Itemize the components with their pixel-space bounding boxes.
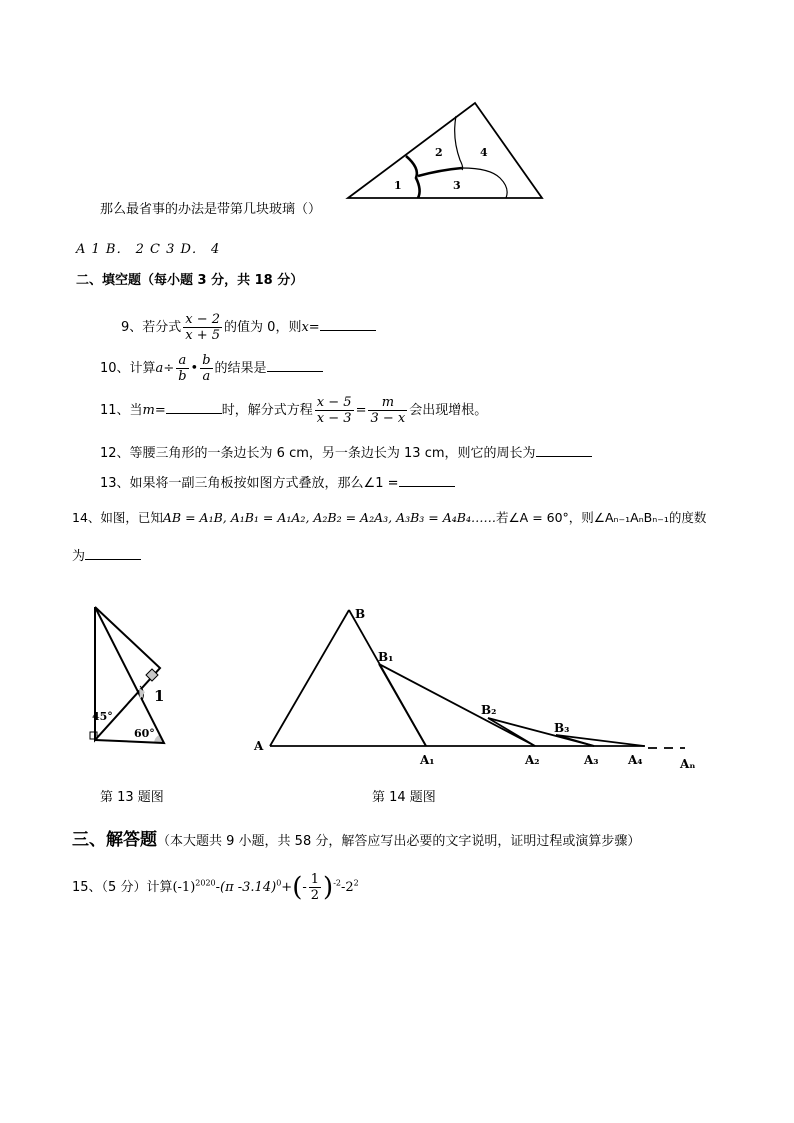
q11-f1-den: x − 3 xyxy=(316,411,352,426)
q11-var: m xyxy=(142,403,155,418)
point-B2: B₂ xyxy=(481,703,497,717)
q11-prefix: 11、当 xyxy=(100,403,143,418)
q9-answer-blank[interactable] xyxy=(320,318,376,331)
section-3-note: （本大题共 9 小题，共 58 分，解答应写出必要的文字说明，证明过程或演算步骤） xyxy=(157,834,641,849)
q15-exp1: 2020 xyxy=(195,878,216,888)
q10-f1-den: b xyxy=(178,369,187,384)
figure-13 xyxy=(82,600,174,750)
question-13 xyxy=(100,474,455,492)
q10-prefix: 10、计算 xyxy=(100,361,156,376)
q10-div: ÷ xyxy=(163,361,175,376)
section-3-title: 三、解答题 xyxy=(72,830,157,850)
q12-answer-blank[interactable] xyxy=(536,444,592,457)
point-A2: A₂ xyxy=(525,753,540,767)
q9-prefix: 9、若分式 xyxy=(121,320,182,335)
point-A1: A₁ xyxy=(420,753,435,767)
q13-answer-blank[interactable] xyxy=(399,474,455,487)
point-A4: A₄ xyxy=(628,753,643,767)
glass-piece-3: 3 xyxy=(453,179,461,192)
q15-exp4: 2 xyxy=(353,878,359,888)
q10-f1-num: a xyxy=(176,353,188,369)
point-B3: B₃ xyxy=(554,721,570,735)
question-10 xyxy=(100,353,323,384)
q9-mid: 的值为 0，则 xyxy=(224,320,302,335)
q15-open-paren: ( xyxy=(292,872,303,903)
q12-text: 12、等腰三角形的一条边长为 6 cm，另一条边长为 13 cm，则它的周长为 xyxy=(100,446,536,461)
q14-line2: 为 xyxy=(72,549,86,564)
q11-eq2: = xyxy=(355,403,367,418)
point-B1: B₁ xyxy=(378,650,394,664)
q11-fraction-2 xyxy=(368,395,407,426)
q15-part3: + xyxy=(281,880,293,895)
q11-f2-den: 3 − x xyxy=(370,411,406,426)
q10-answer-blank[interactable] xyxy=(267,359,323,372)
question-12 xyxy=(100,444,592,462)
q13-text: 13、如果将一副三角板按如图方式叠放，那么∠1 = xyxy=(100,476,399,491)
q9-numerator: x − 2 xyxy=(185,312,221,327)
question-15 xyxy=(72,872,359,903)
glass-piece-1: 1 xyxy=(394,179,402,192)
q15-part2: -(π -3.14) xyxy=(215,880,277,895)
q10-dot: • xyxy=(190,361,199,376)
glass-piece-4: 4 xyxy=(480,146,488,159)
figure-14 xyxy=(250,600,710,775)
angle-45-label: 45° xyxy=(92,710,113,723)
q9-var: x xyxy=(301,320,309,335)
angle-60-label: 60° xyxy=(134,727,155,740)
angle-1-label: 1 xyxy=(154,687,165,705)
point-An: Aₙ xyxy=(680,757,696,771)
point-A: A xyxy=(254,739,264,753)
q8-question-tail: 那么最省事的办法是带第几块玻璃（） xyxy=(100,202,322,217)
question-9 xyxy=(121,312,376,343)
q15-close-paren: ) xyxy=(323,872,334,903)
q11-suffix: 会出现增根。 xyxy=(409,403,488,418)
point-A3: A₃ xyxy=(584,753,599,767)
q9-denominator: x + 5 xyxy=(185,328,221,343)
q14-mid: 若∠A = 60°，则∠Aₙ₋₁AₙBₙ₋₁ xyxy=(495,510,669,525)
q10-f2-den: a xyxy=(202,369,211,384)
q10-f2-num: b xyxy=(202,353,211,368)
q10-fraction-2 xyxy=(200,353,212,384)
q15-exp3: -2 xyxy=(333,878,341,888)
q14-prefix: 14、如图，已知 xyxy=(72,510,163,525)
q14-answer-blank[interactable] xyxy=(85,547,141,560)
point-B: B xyxy=(355,607,366,621)
q11-eq: = xyxy=(154,403,166,418)
q15-fraction xyxy=(309,872,321,903)
q15-exp2: 0 xyxy=(276,878,282,888)
broken-glass-figure xyxy=(340,98,550,202)
question-14 xyxy=(72,510,706,526)
q11-fraction-1 xyxy=(315,395,354,426)
q15-minus: - xyxy=(302,880,307,895)
q14-condition: AB = A₁B, A₁B₁ = A₁A₂, A₂B₂ = A₂A₃, A₃B₃ = A₄B₄…… xyxy=(162,510,496,525)
q10-fraction-1 xyxy=(176,353,188,384)
q11-f2-num: m xyxy=(368,395,407,411)
question-11 xyxy=(100,395,487,426)
section-2-heading: 二、填空题（每小题 3 分，共 18 分） xyxy=(76,273,304,288)
q15-part1: (-1) xyxy=(172,880,196,895)
q11-answer-blank[interactable] xyxy=(166,401,222,414)
q11-f1-num: x − 5 xyxy=(316,395,352,410)
q10-suffix: 的结果是 xyxy=(214,361,267,376)
q11-mid: 时，解分式方程 xyxy=(221,403,313,418)
section-3-heading xyxy=(72,825,640,850)
q10-a: a xyxy=(155,361,164,376)
glass-piece-2: 2 xyxy=(435,146,443,159)
figure-13-caption: 第 13 题图 xyxy=(100,790,164,805)
figure-14-caption: 第 14 题图 xyxy=(372,790,436,805)
q15-part4: -2 xyxy=(340,880,354,895)
question-14-line-2 xyxy=(72,547,141,565)
q8-options: A 1 B． 2 C 3 D． 4 xyxy=(76,242,221,257)
q15-prefix: 15、（5 分）计算 xyxy=(72,880,173,895)
q15-frac-num: 1 xyxy=(310,872,320,887)
q9-fraction xyxy=(183,312,222,343)
q15-frac-den: 2 xyxy=(310,888,320,903)
q14-tail: 的度数 xyxy=(668,510,707,525)
q9-eq: = xyxy=(308,320,320,335)
